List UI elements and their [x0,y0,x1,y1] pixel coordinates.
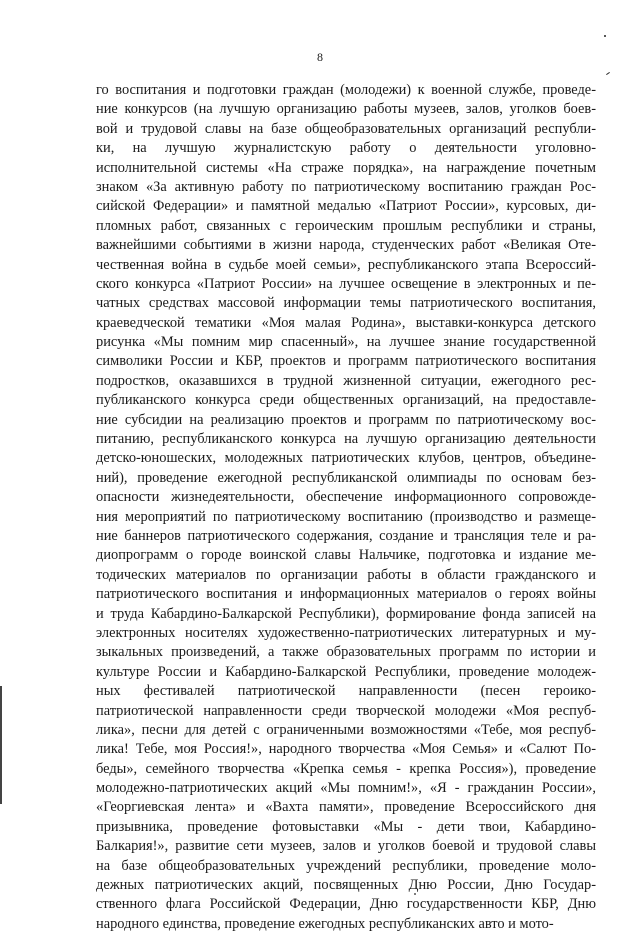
text-line: подростков, оказавшихся в трудной жизненной ситуации, ежегодного рес- [96,372,596,389]
text-line: лика! Тебе, моя Россия!», народного творчества «Моя Семья» и «Салют По- [96,741,596,758]
text-line: зыкальных произведений, а также образовательных программ по истории и [96,644,596,661]
text-line: Балкария!», развитие сети музеев, залов и уголков боевой и трудовой славы [96,838,596,855]
text-line: ственного флага Российской Федерации, Дню государственности КБР, Дню [96,896,596,913]
text-line: го воспитания и подготовки граждан (молодежи) к военной службе, проведе- [96,82,596,98]
text-line: и труда Кабардино-Балкарской Республики), формирование фонда записей на [96,605,596,622]
text-line: патриотической направленности среди творческой молодежи «Моя респуб- [96,702,596,719]
text-line: публиканского конкурса среди общественных организаций, на предоставле- [96,392,596,409]
text-line: рисунка «Мы помним мир спасенный», на лучшее знание государственной [96,334,596,351]
scan-speck [606,72,610,75]
text-line: ние субсидии на реализацию проектов и программ по патриотическому вос- [96,411,596,428]
text-line: символики России и КБР, проектов и программ патриотического воспитания [96,353,596,370]
text-line: чатных средствах массовой информации темы патриотического воспитания, [96,295,596,312]
text-line: питанию, республиканского конкурса на лучшую организацию деятельности [96,431,596,448]
text-line: диопрограмм о городе воинской славы Нальчике, подготовка и издание ме- [96,547,596,564]
text-line: важнейшими событиями в жизни народа, студенческих работ «Великая Оте- [96,237,596,254]
text-line: тодических материалов по организации работы в области гражданского и [96,566,596,583]
text-line: ния мероприятий по патриотическому воспитанию (производство и размеще- [96,508,596,525]
text-line: лика», песни для детей с ограниченными возможностями «Тебе, моя респуб- [96,721,596,738]
text-line: беды», семейного творчества «Крепка семья - крепка Россия»), проведение [96,760,596,777]
text-line: ных фестивалей патриотической направленности (песен героико- [96,683,596,700]
text-line: детско-юношеских, молодежных патриотических клубов, центров, объедине- [96,450,596,467]
text-line: призывника, проведение фотовыставки «Мы - дети твои, Кабардино- [96,818,596,835]
text-line: исполнительной системы «На страже порядка», на награждение почетным [96,159,596,176]
text-line: чественная война в судьбе моей семьи», республиканского этапа Всероссий- [96,256,596,273]
text-line: краеведческой тематики «Моя малая Родина», выставки-конкурса детского [96,314,596,331]
scan-speck [414,893,416,895]
text-line: электронных носителях художественно-патриотических литературных и му- [96,624,596,641]
text-line: народного единства, проведение ежегодных республиканских авто и мото- [96,915,554,932]
text-line: вой и трудовой славы на базе общеобразовательных организаций республи- [96,120,596,137]
text-line: ний), проведение ежегодной республиканской олимпиады по основам без- [96,469,596,486]
text-line: культуре России и Кабардино-Балкарской Республики, проведение молодеж- [96,663,596,680]
text-line: на базе общеобразовательных учреждений республики, проведение моло- [96,857,596,874]
text-line: сийской Федерации» и памятной медалью «Патриот России», курсовых, ди- [96,198,596,215]
page-number: 8 [317,50,323,64]
text-line: ки, на лучшую журналистскую работу о деятельности уголовно- [96,140,596,157]
text-line: молодежно-патриотических акций «Мы помним!», «Я - гражданин России», [96,780,596,797]
scan-edge-mark [0,686,2,804]
text-line: ние конкурсов (на лучшую организацию работы музеев, залов, уголков боев- [96,101,596,118]
text-line: пломных работ, связанных с героическим прошлым республики и страны, [96,217,596,234]
scan-speck [604,35,606,37]
text-line: опасности жизнедеятельности, обеспечение информационного сопровожде- [96,489,596,506]
text-line: знаком «За активную работу по патриотическому воспитанию граждан Рос- [96,178,596,195]
text-line: ского конкурса «Патриот России» на лучшее освещение в электронных и пе- [96,275,596,292]
body-text [96,81,596,934]
text-line: «Георгиевская лента» и «Вахта памяти», проведение Всероссийского дня [96,799,596,816]
text-line: дежных патриотических акций, посвященных Дню России, Дню Государ- [96,877,596,894]
text-line: патриотического воспитания и информационных материалов о героях войны [96,586,596,603]
text-line: ние баннеров патриотического содержания, создание и трансляция теле и ра- [96,527,596,544]
